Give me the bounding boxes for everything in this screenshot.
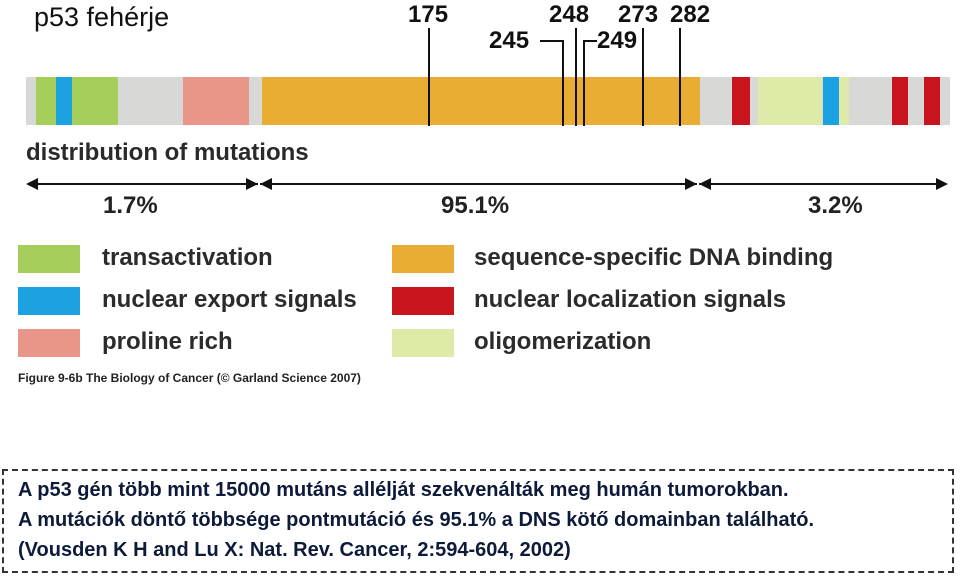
position-label-282: 282: [670, 1, 711, 28]
distribution-dna-binding: 95.1%: [441, 192, 510, 219]
legend-label-nuclear-export: nuclear export signals: [102, 286, 357, 313]
distribution-heading: distribution of mutations: [26, 139, 309, 166]
legend-swatch-proline-rich: [18, 329, 80, 357]
distribution-n-terminal: 1.7%: [103, 192, 158, 219]
transactivation-segment: [72, 77, 118, 125]
marker-line-282: [679, 28, 681, 126]
marker-line-248: [575, 28, 577, 126]
note-line-1: A p53 gén több mint 15000 mutáns allélját szekvenálták meg humán tumorokban.: [18, 479, 789, 501]
oligomerization-segment: [758, 77, 822, 125]
legend-label-nuclear-localization: nuclear localization signals: [474, 286, 787, 313]
marker-line-175: [428, 28, 430, 126]
distribution-c-terminal: 3.2%: [808, 192, 863, 219]
connector-249: [583, 40, 597, 42]
marker-line-273: [642, 28, 644, 126]
connector-245: [540, 40, 564, 42]
dna-binding-segment: [262, 77, 700, 125]
legend-label-oligomerization: oligomerization: [474, 328, 652, 355]
distribution-arrows: [0, 174, 960, 194]
nuclear-export-segment: [823, 77, 839, 125]
note-line-3: (Vousden K H and Lu X: Nat. Rev. Cancer, 2:594-604, 2002): [18, 539, 571, 561]
transactivation-segment: [36, 77, 56, 125]
protein-domain-bar: [26, 77, 950, 125]
figure-caption: Figure 9-6b The Biology of Cancer (© Garland Science 2007): [18, 371, 361, 385]
legend-swatch-nuclear-localization: [392, 287, 454, 315]
position-label-273: 273: [618, 1, 659, 28]
nuclear-export-segment: [56, 77, 72, 125]
legend-label-proline-rich: proline rich: [102, 328, 233, 355]
marker-line-249: [583, 40, 585, 126]
legend-swatch-dna-binding: [392, 245, 454, 273]
legend-swatch-transactivation: [18, 245, 80, 273]
position-label-245: 245: [489, 27, 530, 54]
proline-rich-segment: [183, 77, 249, 125]
nuclear-localization-segment: [732, 77, 750, 125]
oligomerization-segment: [839, 77, 849, 125]
legend-label-transactivation: transactivation: [102, 244, 273, 271]
note-line-2: A mutációk döntő többsége pontmutáció és 95.1% a DNS kötő domainban található.: [18, 509, 815, 531]
legend-swatch-oligomerization: [392, 329, 454, 357]
legend-label-dna-binding: sequence-specific DNA binding: [474, 244, 834, 271]
legend-swatch-nuclear-export: [18, 287, 80, 315]
nuclear-localization-segment: [924, 77, 940, 125]
marker-line-245: [562, 40, 564, 126]
nuclear-localization-segment: [892, 77, 908, 125]
page-title: p53 fehérje: [34, 2, 170, 32]
note-box: [2, 469, 954, 573]
position-label-248: 248: [549, 1, 590, 28]
position-label-249: 249: [597, 27, 638, 54]
position-label-175: 175: [408, 1, 449, 28]
